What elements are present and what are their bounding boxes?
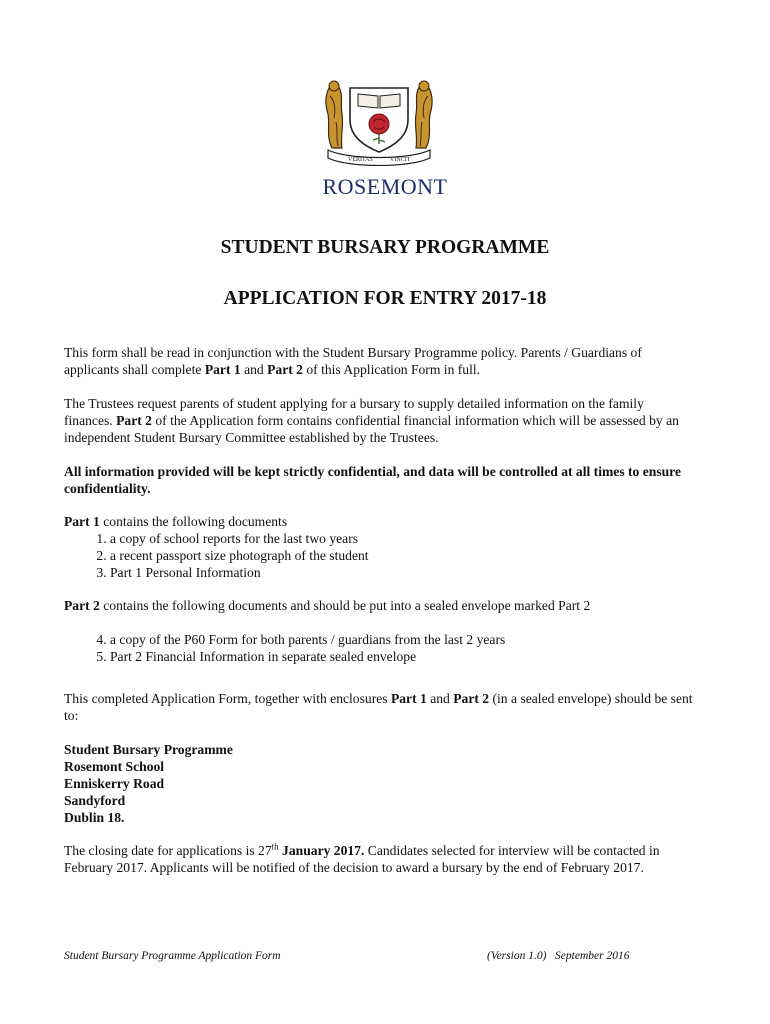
- closing-date: January 2017.: [278, 843, 365, 858]
- confidentiality-notice: All information provided will be kept strictly confidential, and data will be controlled at all times to ensure confidentiality.: [64, 464, 682, 496]
- footer-right: (Version 1.0) September 2016: [487, 950, 630, 962]
- mailing-address: [64, 741, 694, 826]
- svg-text:VINCIT: VINCIT: [390, 157, 411, 163]
- list-item: 1. a copy of school reports for the last two years: [110, 530, 694, 547]
- part1-section: [64, 513, 694, 581]
- address-line: Dublin 18.: [64, 810, 125, 825]
- send-part2: Part 2: [453, 691, 490, 706]
- address-line: Enniskerry Road: [64, 776, 165, 791]
- document-subtitle: APPLICATION FOR ENTRY 2017-18: [223, 288, 547, 309]
- part1-label: Part 1: [64, 514, 100, 529]
- send-text-3: (in a sealed envelope) should be sent to:: [64, 691, 693, 723]
- part2-text: contains the following documents and should be put into a sealed envelope marked Part 2: [99, 598, 591, 613]
- part1-list: [64, 530, 694, 581]
- school-name-wordmark: ROSEMONT: [322, 174, 448, 199]
- intro-part1: Part 1: [204, 362, 241, 377]
- trustees-text-2: of the Application form contains confidential financial information which will be assessed by an independent Student Bursary Committee established by the Trustees.: [64, 413, 679, 445]
- address-line: Sandyford: [64, 793, 126, 808]
- list-item: 2. a recent passport size photograph of the student: [110, 547, 694, 564]
- send-text-1: This completed Application Form, together with enclosures: [64, 691, 391, 706]
- trustees-text-1: The Trustees request parents of student applying for a bursary to supply detailed information on the family finances.: [64, 396, 644, 428]
- closing-text-1: The closing date for applications is 27: [64, 843, 272, 858]
- school-crest-logo: [318, 74, 440, 166]
- list-item: 5. Part 2 Financial Information in separate sealed envelope: [110, 648, 694, 665]
- svg-text:VERITAS: VERITAS: [348, 157, 373, 163]
- document-title: STUDENT BURSARY PROGRAMME: [220, 237, 550, 258]
- intro-text-3: of this Application Form in full.: [302, 362, 481, 377]
- closing-date-paragraph: [64, 842, 694, 876]
- footer-left: Student Bursary Programme Application Form: [64, 950, 281, 962]
- send-text-2: and: [426, 691, 454, 706]
- trustees-part2: Part 2: [116, 413, 152, 428]
- intro-text-1: This form shall be read in conjunction with the Student Bursary Programme policy. Parents / Guardians of applicants shall complete: [64, 345, 642, 377]
- part1-text: contains the following documents: [99, 514, 288, 529]
- send-instructions: [64, 690, 694, 724]
- address-line: Student Bursary Programme: [64, 742, 233, 757]
- address-line: Rosemont School: [64, 759, 165, 774]
- list-item: 4. a copy of the P60 Form for both parents / guardians from the last 2 years: [110, 631, 694, 648]
- intro-part2: Part 2: [267, 362, 303, 377]
- part2-list: [64, 631, 694, 665]
- intro-paragraph: [64, 344, 694, 378]
- part2-section: [64, 597, 694, 665]
- part2-label: Part 2: [64, 598, 100, 613]
- send-part1: Part 1: [390, 691, 427, 706]
- closing-ordinal: th: [271, 841, 279, 852]
- intro-text-2: and: [240, 362, 268, 377]
- list-item: 3. Part 1 Personal Information: [110, 564, 694, 581]
- closing-text-2: Candidates selected for interview will be contacted in February 2017. Applicants will be notified of the decision to award a bursary by the end of February 2017.: [64, 843, 660, 875]
- trustees-paragraph: [64, 395, 694, 446]
